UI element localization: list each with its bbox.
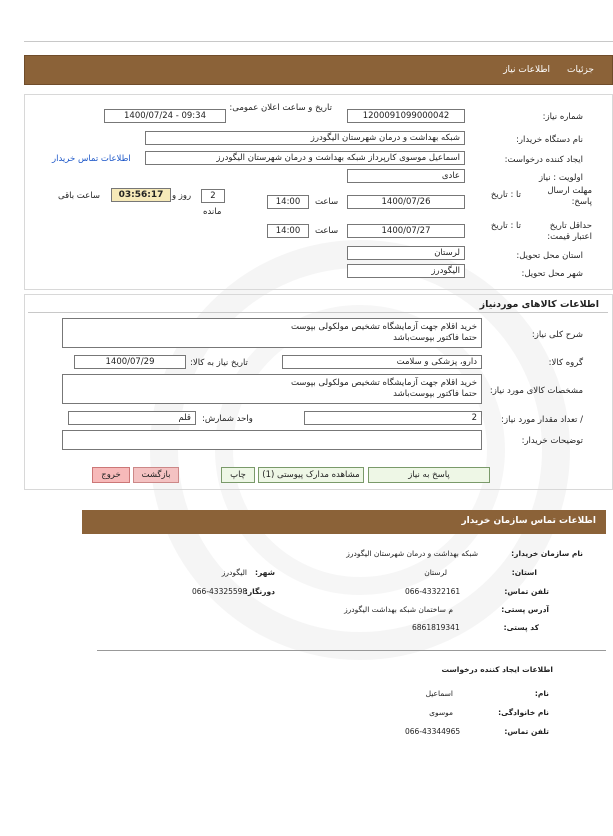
creator-phone-value: 066-43344965 — [405, 727, 461, 736]
need-summary-label: شرح کلی نیاز: — [531, 330, 583, 340]
announce-date-field: 1400/07/24 - 09:34 — [104, 109, 226, 123]
breadcrumb-details[interactable]: جزئیات — [567, 65, 594, 75]
creator-family-label: نام خانوادگی: — [498, 708, 549, 717]
contact-province-value: لرستان — [424, 568, 447, 577]
page-header — [24, 55, 613, 85]
goods-section-title: اطلاعات کالاهای موردنیاز — [479, 299, 599, 310]
validity-date-field: 1400/07/27 — [347, 224, 465, 238]
reply-button[interactable]: پاسخ به نیاز — [368, 467, 490, 483]
contact-city-label: شهر: — [255, 568, 275, 577]
unit-label: واحد شمارش: — [202, 414, 253, 424]
buyer-org-field: شبکه بهداشت و درمان شهرستان الیگودرز — [145, 131, 465, 145]
days-label: روز و — [172, 191, 192, 201]
specs-field — [62, 374, 482, 404]
remaining-timer: 03:56:17 — [111, 188, 171, 202]
announce-date-label: تاریخ و ساعت اعلان عمومی: — [229, 103, 332, 113]
contact-org-label: نام سازمان خریدار: — [511, 549, 583, 558]
buyer-org-label: نام دستگاه خریدار: — [516, 135, 583, 145]
need-date-label: تاریخ نیاز به کالا: — [190, 358, 248, 368]
contact-fax-label: دورنگار: — [244, 587, 275, 596]
buyer-contact-header — [82, 510, 606, 534]
creator-phone-label: تلفن تماس: — [504, 727, 549, 736]
contact-address-value: م ساختمان شبکه بهداشت الیگودرز — [344, 605, 453, 614]
need-number-field: 1200091099000042 — [347, 109, 465, 123]
delivery-province-label: استان محل تحویل: — [516, 251, 583, 261]
need-summary-line2: حتما فاکتور بپوست‌باشد — [393, 333, 477, 343]
need-summary-field — [62, 318, 482, 348]
remaining-days-field: 2 — [201, 189, 225, 203]
creator-name-label: نام: — [534, 689, 549, 698]
specs-line2: حتما فاکتور بپوست‌باشد — [393, 389, 477, 399]
contact-city-value: الیگودرز — [221, 568, 247, 577]
deadline-date-field: 1400/07/26 — [347, 195, 465, 209]
print-button[interactable]: چاپ — [221, 467, 255, 483]
goods-group-field: دارو، پزشکی و سلامت — [282, 355, 482, 369]
need-number-label: شماره نیاز: — [542, 112, 583, 122]
contact-divider — [97, 650, 606, 651]
delivery-city-label: شهر محل تحویل: — [521, 269, 583, 279]
buyer-notes-label: توضیحات خریدار: — [521, 436, 583, 446]
validity-to-label: تا : تاریخ — [490, 221, 521, 231]
need-date-field: 1400/07/29 — [74, 355, 186, 369]
deadline-label: مهلت ارسال پاسخ: — [547, 186, 592, 207]
delivery-province-field: لرستان — [347, 246, 465, 260]
contact-phone-value: 066-43322161 — [405, 587, 461, 596]
deadline-time-label: ساعت — [315, 197, 339, 207]
goods-group-label: گروه کالا: — [548, 358, 583, 368]
attachments-button[interactable]: مشاهده مدارک پیوستی (1) — [258, 467, 364, 483]
contact-province-label: استان: — [511, 568, 537, 577]
contact-org-value: شبکه بهداشت و درمان شهرستان الیگودرز — [346, 549, 478, 558]
need-summary-line1: خرید اقلام جهت آزمایشگاه تشخیص مولکولی بپوست — [290, 322, 477, 332]
creator-info-title: اطلاعات ایجاد کننده درخواست — [441, 665, 553, 674]
contact-phone-label: تلفن تماس: — [504, 587, 549, 596]
validity-time-label: ساعت — [315, 226, 339, 236]
goods-title-divider — [28, 312, 608, 313]
buyer-contact-link[interactable]: اطلاعات تماس خریدار — [52, 154, 131, 164]
deadline-to-label: تا : تاریخ — [490, 190, 521, 200]
priority-field: عادی — [347, 169, 465, 183]
contact-postal-label: کد پستی: — [503, 623, 539, 632]
price-validity-label: حداقل تاریخ اعتبار قیمت: — [547, 221, 592, 242]
quantity-label: / تعداد مقدار مورد نیاز: — [501, 415, 583, 425]
buyer-contact-title: اطلاعات تماس سازمان خریدار — [461, 516, 596, 526]
requester-label: ایجاد کننده درخواست: — [504, 155, 583, 165]
creator-family-value: موسوی — [429, 708, 453, 717]
deadline-time-field: 14:00 — [267, 195, 309, 209]
buyer-notes-field — [62, 430, 482, 450]
breadcrumb-need-info[interactable]: اطلاعات نیاز — [503, 65, 550, 75]
back-button[interactable]: بازگشت — [133, 467, 179, 483]
requester-field: اسماعیل موسوی کارپرداز شبکه بهداشت و درمان شهرستان الیگودرز — [145, 151, 465, 165]
specs-line1: خرید اقلام جهت آزمایشگاه تشخیص مولکولی بپوست — [290, 378, 477, 388]
unit-field: قلم — [68, 411, 196, 425]
top-divider — [24, 41, 613, 42]
delivery-city-field: الیگودرز — [347, 264, 465, 278]
contact-address-label: آدرس پستی: — [501, 605, 549, 614]
specs-label: مشخصات کالای مورد نیاز: — [489, 386, 583, 396]
creator-name-value: اسماعیل — [425, 689, 453, 698]
exit-button[interactable]: خروج — [92, 467, 130, 483]
priority-label: اولویت : نیاز — [538, 173, 583, 183]
timer-label: ساعت باقی — [58, 191, 100, 201]
contact-postal-value: 6861819341 — [412, 623, 460, 632]
quantity-field: 2 — [304, 411, 482, 425]
validity-time-field: 14:00 — [267, 224, 309, 238]
remaining-label: مانده — [203, 207, 222, 217]
contact-fax-value: 066-43325598 — [192, 587, 248, 596]
